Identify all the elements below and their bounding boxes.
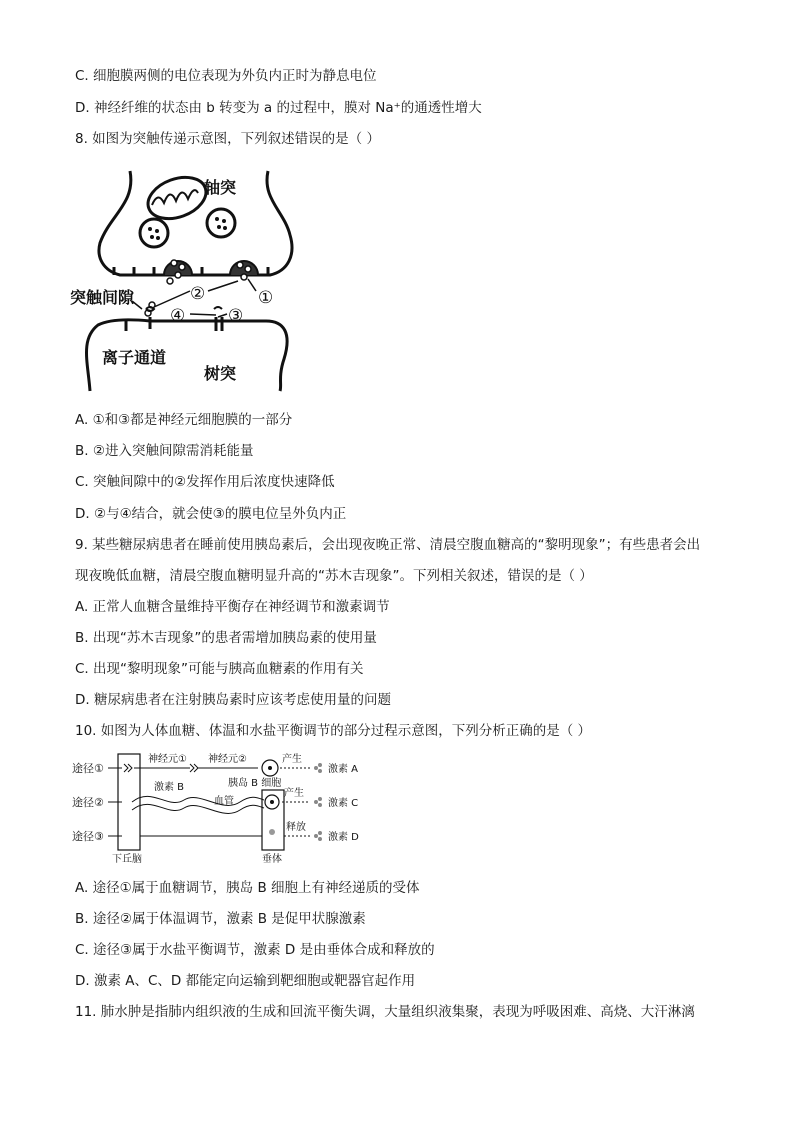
label-produce-2: 产生 (284, 788, 304, 799)
label-path-3: 途径③ (72, 830, 104, 843)
q9-option-a: A. 正常人血糖含量维持平衡存在神经调节和激素调节 (75, 599, 390, 615)
marker-1: ① (258, 288, 274, 308)
label-axon: 轴突 (204, 178, 237, 197)
q9-stem-line1: 9. 某些糖尿病患者在睡前使用胰岛素后，会出现夜晚正常、清晨空腹血糖高的“黎明现象”；有些患者会出 (75, 537, 701, 553)
q9-stem-line2: 现夜晚低血糖，清晨空腹血糖明显升高的“苏木吉现象”。下列相关叙述，错误的是（ ） (75, 568, 593, 584)
q7-option-c: C. 细胞膜两侧的电位表现为外负内正时为静息电位 (75, 68, 377, 84)
label-hormone-b: 激素 B (154, 782, 185, 793)
label-hormone-a: 激素 A (328, 764, 359, 775)
marker-2: ② (190, 284, 206, 304)
synapse-diagram (70, 163, 310, 393)
neuron-chain (124, 764, 258, 772)
label-hormone-c: 激素 C (328, 798, 359, 809)
q10-stem: 10. 如图为人体血糖、体温和水盐平衡调节的部分过程示意图，下列分析正确的是（ ） (75, 723, 592, 739)
islet-b-cell-shape (262, 760, 278, 776)
label-hormone-d: 激素 D (328, 832, 359, 843)
label-dendrite: 树突 (204, 364, 237, 383)
q11-stem-line1: 11. 肺水肿是指肺内组织液的生成和回流平衡失调，大量组织液集聚，表现为呼吸困难、高烧、大汗淋漓 (75, 1004, 695, 1020)
regulation-pathway-diagram (72, 750, 372, 868)
label-hypothalamus: 下丘脑 (112, 854, 142, 865)
label-neuron-1: 神经元① (148, 754, 187, 765)
label-path-2: 途径② (72, 796, 104, 809)
label-produce-1: 产生 (282, 754, 302, 765)
label-release: 释放 (286, 822, 306, 833)
label-neuron-2: 神经元② (208, 754, 247, 765)
q8-stem: 8. 如图为突触传递示意图，下列叙述错误的是（ ） (75, 131, 380, 147)
q10-option-a: A. 途径①属于血糖调节，胰岛 B 细胞上有神经递质的受体 (75, 880, 420, 896)
q10-option-c: C. 途径③属于水盐平衡调节，激素 D 是由垂体合成和释放的 (75, 942, 435, 958)
q9-option-d: D. 糖尿病患者在注射胰岛素时应该考虑使用量的问题 (75, 692, 391, 708)
label-path-1: 途径① (72, 762, 104, 775)
q8-option-c: C. 突触间隙中的②发挥作用后浓度快速降低 (75, 474, 335, 490)
q8-option-b: B. ②进入突触间隙需消耗能量 (75, 443, 254, 459)
q9-option-b: B. 出现“苏木吉现象”的患者需增加胰岛素的使用量 (75, 630, 377, 646)
q8-option-d: D. ②与④结合，就会使③的膜电位呈外负内正 (75, 506, 347, 522)
label-synaptic-cleft: 突触间隙 (70, 288, 135, 307)
q10-option-d: D. 激素 A、C、D 都能定向运输到靶细胞或靶器官起作用 (75, 973, 416, 989)
label-ion-channel: 离子通道 (102, 348, 167, 367)
label-islet-b-cell: 胰岛 B 细胞 (228, 778, 282, 789)
marker-4: ④ (170, 306, 186, 326)
q7-option-d: D. 神经纤维的状态由 b 转变为 a 的过程中，膜对 Na⁺的通透性增大 (75, 100, 482, 116)
marker-3: ③ (228, 306, 244, 326)
q8-option-a: A. ①和③都是神经元细胞膜的一部分 (75, 412, 293, 428)
q10-option-b: B. 途径②属于体温调节，激素 B 是促甲状腺激素 (75, 911, 366, 927)
label-pituitary: 垂体 (262, 854, 282, 865)
label-vessel: 血管 (214, 796, 234, 807)
q9-option-c: C. 出现“黎明现象”可能与胰高血糖素的作用有关 (75, 661, 364, 677)
